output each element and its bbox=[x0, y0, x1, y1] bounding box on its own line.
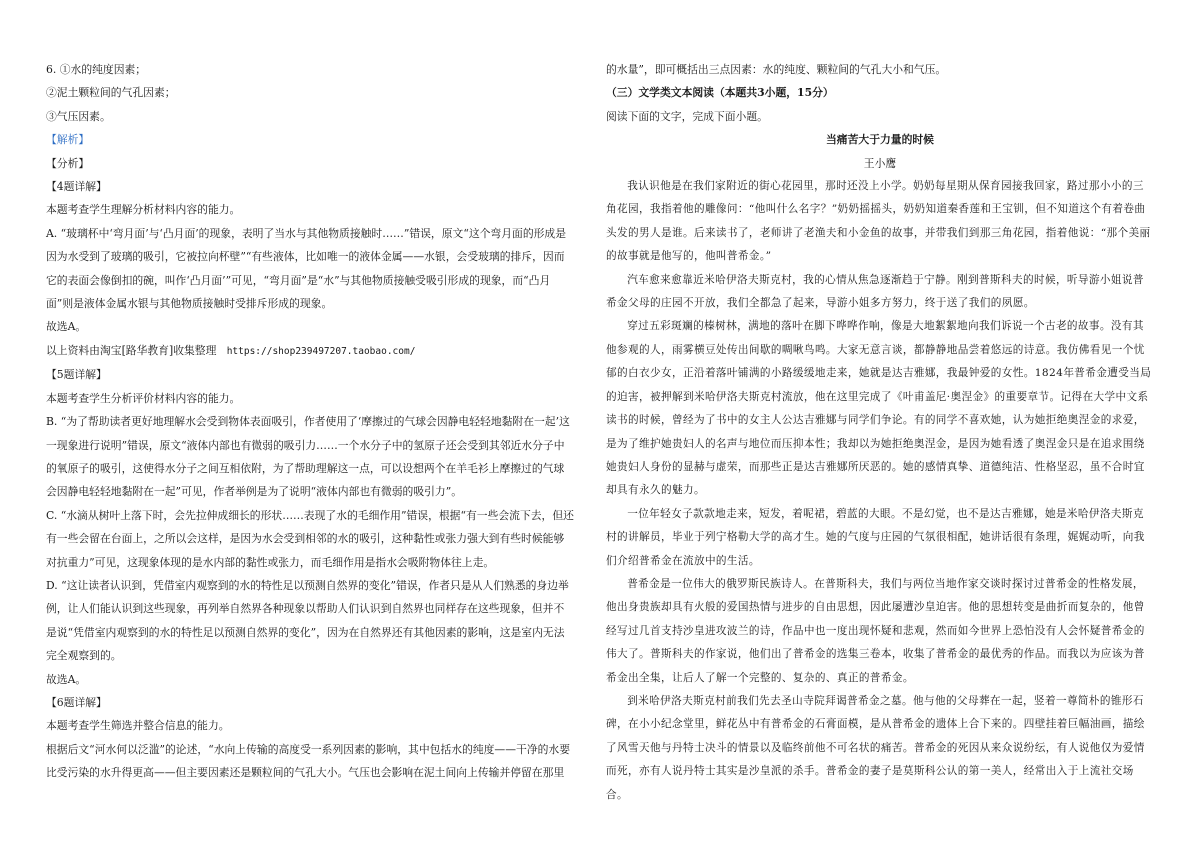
source-url: https://shop239497207.taobao.com/ bbox=[226, 345, 416, 357]
fenxi-heading: 【分析】 bbox=[46, 156, 90, 170]
q6-ability: 本题考查学生筛选并整合信息的能力。 bbox=[46, 719, 230, 733]
story-paragraph-4: 一位年轻女子款款地走来，短发，着呢裙，碧蓝的大眼。不是幻觉，也不是达吉雅娜，她是米哈伊洛夫斯克村的讲解员，毕业于列宁格勒大学的高才生。她的气度与庄园的气氛很相配，她讲话很有条理，娓娓动听，向我们介绍普希金在流放中的生活。 bbox=[606, 507, 1145, 567]
q6-explanation: 根据后文“河水何以泛滥”的论述，“水向上传输的高度受一系列因素的影响，其中包括水的纯度——干净的水要比受污染的水升得更高——但主要因素还是颗粒间的气孔大小。气压也会影响在泥土间向上传输并停留在那里 bbox=[46, 742, 571, 780]
right-column bbox=[606, 58, 1154, 807]
q6-heading: 【6题详解】 bbox=[46, 695, 107, 709]
answer-q6-line3: ③气压因素。 bbox=[46, 109, 111, 123]
q6-continuation: 的水量”，即可概括出三点因素：水的纯度、颗粒间的气孔大小和气压。 bbox=[606, 63, 947, 76]
story-author: 王小鹰 bbox=[863, 156, 897, 170]
story-title: 当痛苦大于力量的时候 bbox=[826, 133, 934, 147]
left-column bbox=[46, 58, 574, 785]
source-prefix: 以上资料由淘宝[路华教育]收集整理 bbox=[46, 343, 217, 357]
reading-instruction: 阅读下面的文字，完成下面小题。 bbox=[606, 109, 768, 123]
story-paragraph-5: 普希金是一位伟大的俄罗斯民族诗人。在普斯科夫，我们与两位当地作家交谈时探讨过普希金的性格发展，他出身贵族却具有火般的爱国热情与进步的自由思想，因此屡遭沙皇迫害。他的思想转变是曲折而复杂的，他曾经写过几首支持沙皇进攻波兰的诗，作品中也一度出现怀疑和悲观，然而如今世界上恐怕没有人会怀疑普希金的伟大了。普斯科夫的作家说，他们出了普希金的选集三卷本，收集了普希金的最优秀的作品。而我以为应该为普希金出全集，让后人了解一个完整的、复杂的、真正的普希金。 bbox=[606, 577, 1145, 684]
story-paragraph-3: 穿过五彩斑斓的榛树林，满地的落叶在脚下哗哗作响，像是大地絮絮地向我们诉说一个古老的故事。没有其他参观的人，雨雾横豆处传出间歇的啁啾鸟鸣。大家无意言谈，都静静地品尝着悠远的诗意。我仿佛看见一个忧郁的白衣少女，正沿着落叶铺满的小路缓缓地走来，她就是达吉雅娜，我最钟爱的女性。1824年普希金遭受当局的迫害，被押解到米哈伊洛夫斯克村流放，他在这里完成了《叶甫盖尼·奥涅金》的重要章节。记得在大学中文系读书的时候，曾经为了书中的女主人公达吉雅娜与同学们争论。有的同学不喜欢她，认为她拒绝奥涅金的求爱，是为了维护她贵妇人的名声与地位而压抑本性；我却以为她拒绝奥涅金，是因为她看透了奥涅金只是在追求围绕她贵妇人身份的显赫与虚荣，而那些正是达吉雅娜所厌恶的。她的感情真挚、道德纯洁、性格坚忍，虽不合时宜却具有永久的魅力。 bbox=[606, 320, 1152, 497]
story-paragraph-1: 我认识他是在我们家附近的街心花园里，那时还没上小学。奶奶每星期从保育园接我回家，路过那小小的三角花园，我指着他的雕像问：“他叫什么名字？”奶奶摇摇头，奶奶知道秦香莲和王宝钏，但不知道这个有着卷曲头发的男人是谁。后来读书了，老师讲了老渔夫和小金鱼的故事，并带我们到那三角花园，指着他说：“那个美丽的故事就是他写的，他叫普希金。” bbox=[606, 180, 1151, 263]
story-paragraph-6: 到米哈伊洛夫斯克村前我们先去圣山寺院拜谒普希金之墓。他与他的父母葬在一起，竖着一尊简朴的锥形石碑，在小小纪念堂里，鲜花丛中有普希金的石膏面模，是从普希金的遗体上合下来的。四壁挂着巨幅油画，描绘了风雪天他与丹特士决斗的情景以及临终前他不可名状的痛苦。普希金的死因从来众说纷纭，有人说他仅为爱情而死，亦有人说丹特士其实是沙皇派的杀手。普希金的妻子是莫斯科公认的第一美人，经常出入于上流社交场合。 bbox=[606, 694, 1145, 801]
section-heading: （三）文学类文本阅读（本题共3小题，15分） bbox=[606, 86, 834, 100]
q4-heading: 【4题详解】 bbox=[46, 180, 107, 194]
q5-option-b: B. “为了帮助读者更好地理解水会受到物体表面吸引，作者使用了‘摩擦过的气球会因静电轻轻地黏附在一起’这一现象进行说明”错误，原文“液体内部也有微弱的吸引力……一个水分子中的氢原子还会受到其邻近水分子中的氧原子的吸引，这使得水分子之间互相依附，为了帮助理解这一点，可以设想两个在羊毛衫上摩擦过的气球会因静电轻轻地黏附在一起”可见，作者举例是为了说明“液体内部也有微弱的吸引力”。 bbox=[46, 415, 570, 499]
q4-ability: 本题考查学生理解分析材料内容的能力。 bbox=[46, 203, 241, 217]
q5-option-c: C. “水滴从树叶上落下时，会先拉伸成细长的形状……表现了水的毛细作用”错误，根据“有一些会流下去，但还有一些会留在台面上，之所以会这样，是因为水会受到相邻的水的吸引，这种黏性或张力强大到有些时候能够对抗重力”可见，这现象体现的是水内部的黏性或张力，而毛细作用是指水会吸附物体往上走。 bbox=[46, 508, 574, 569]
q5-ability: 本题考查学生分析评价材料内容的能力。 bbox=[46, 391, 241, 405]
story-paragraph-2: 汽车愈来愈靠近米哈伊洛夫斯克村，我的心情从焦急逐渐趋于宁静。刚到普斯科夫的时候，听导游小姐说普希金父母的庄园不开放，我们全都急了起来，导游小姐多方努力，终于送了我们的夙愿。 bbox=[606, 273, 1144, 310]
q4-answer: 故选A。 bbox=[46, 320, 87, 334]
answer-q6-line2: ②泥土颗粒间的气孔因素； bbox=[46, 86, 176, 100]
q4-option-a: A. “玻璃杯中‘弯月面’与‘凸月面’的现象，表明了当水与其他物质接触时……”错误，原文“这个弯月面的形成是因为水受到了玻璃的吸引，它被拉向杯壁”“有些液体，比如唯一的液体金属——水银，会受玻璃的排斥，因而它的表面会像倒扣的碗，叫作‘凸月面’”可见，“弯月面”是“水”与其他物质接触受吸引形成的现象，而“凸月面”则是液体金属水银与其他物质接触时受排斥形成的现象。 bbox=[46, 226, 567, 311]
q5-option-d: D. “这让读者认识到，凭借室内观察到的水的特性足以预测自然界的变化”错误，作者只是从人们熟悉的身边举例，让人们能认识到这些现象，再列举自然界各种现象以帮助人们认识到自然界也同样存在这些现象，但并不是说“凭借室内观察到的水的特性足以预测自然界的变化”，因为在自然界还有其他因素的影响，这是室内无法完全观察到的。 bbox=[46, 578, 569, 663]
jiexi-heading: 【解析】 bbox=[46, 133, 90, 147]
q5-answer: 故选A。 bbox=[46, 672, 87, 686]
source-note bbox=[46, 339, 574, 363]
q5-heading: 【5题详解】 bbox=[46, 368, 107, 382]
answer-q6-line1: 6. ①水的纯度因素； bbox=[46, 63, 147, 76]
